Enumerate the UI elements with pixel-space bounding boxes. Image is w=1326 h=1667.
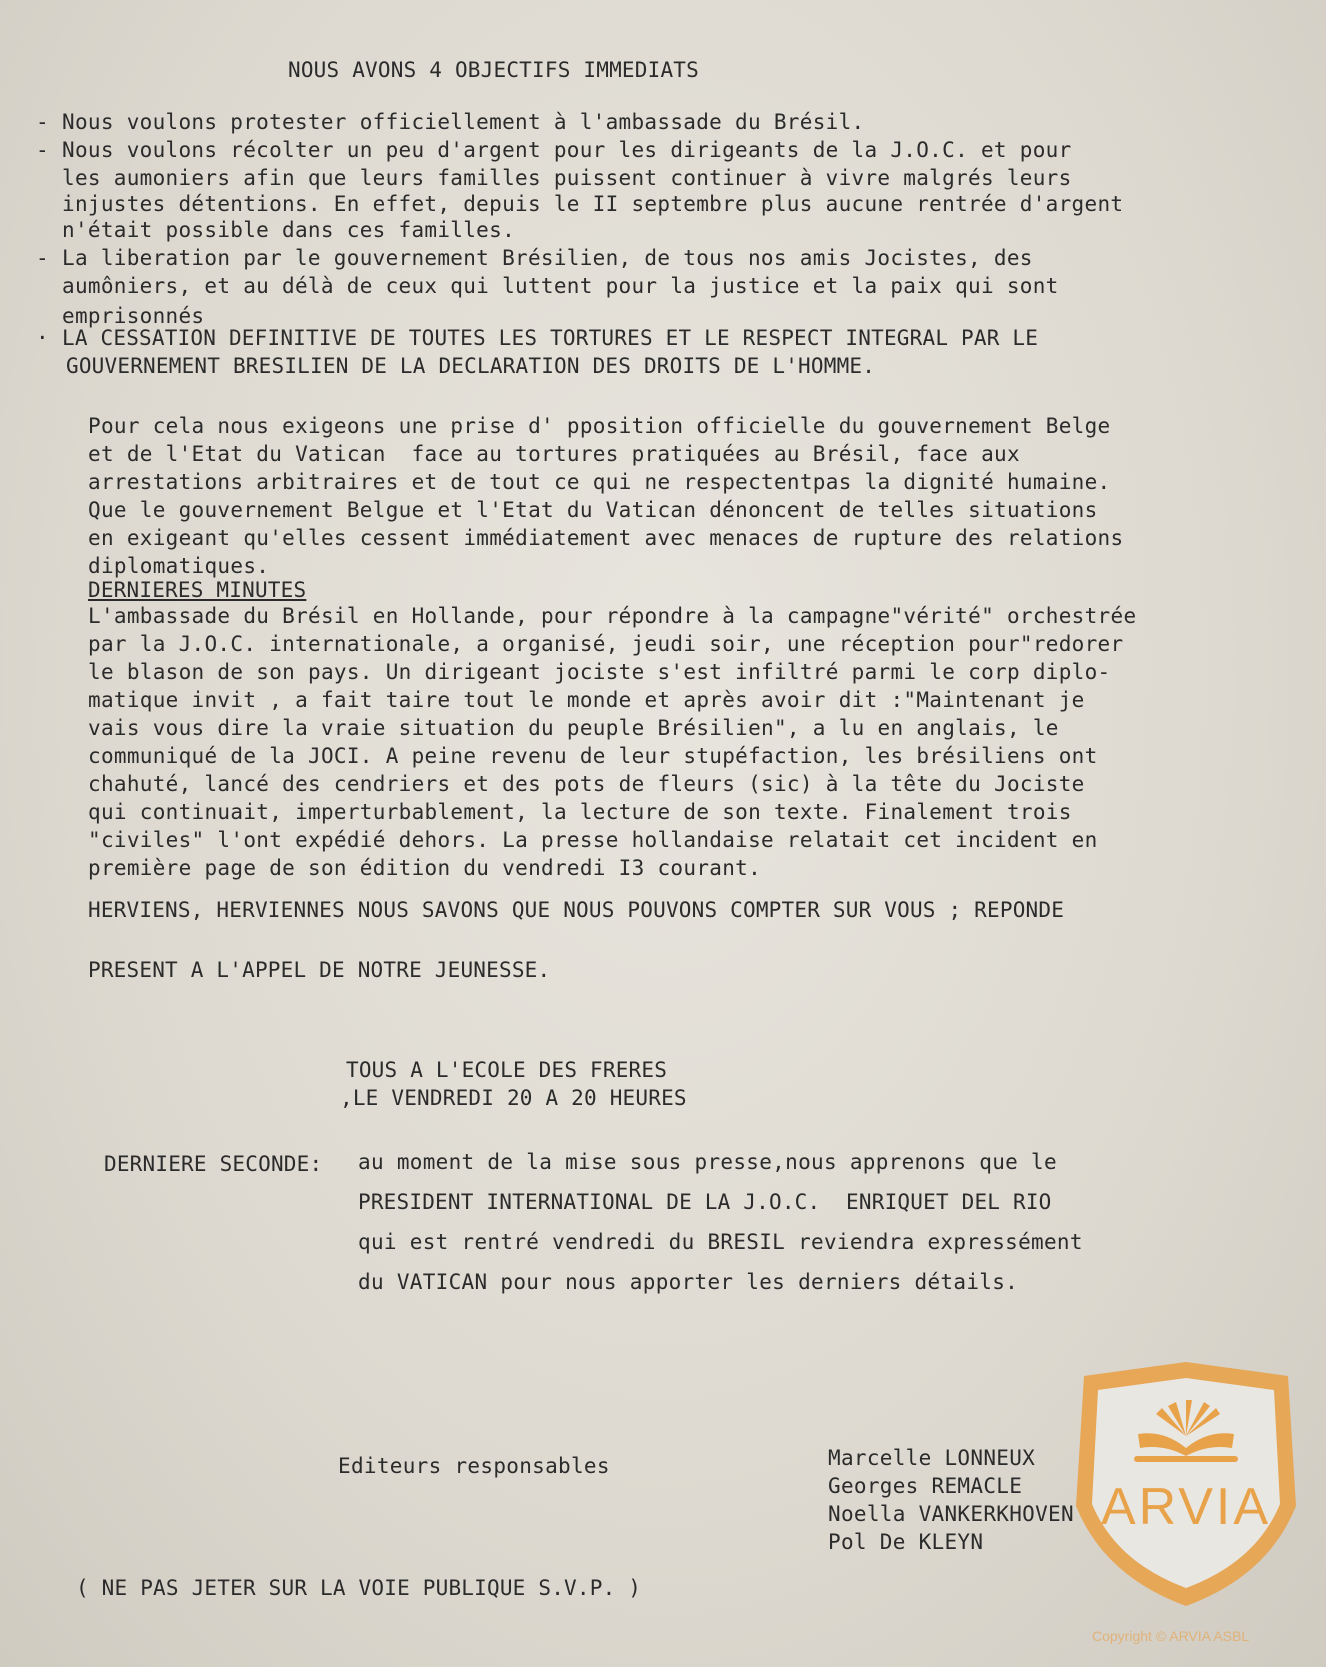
objective-3: - La liberation par le gouvernement Brésilien, de tous nos amis Jocistes, des [36,246,1033,270]
objective-4: · LA CESSATION DEFINITIVE DE TOUTES LES TORTURES ET LE RESPECT INTEGRAL PAR LE [36,326,1039,350]
editors-label: Editeurs responsables [338,1454,610,1478]
meeting-line: ,LE VENDREDI 20 A 20 HEURES [340,1086,687,1110]
paragraph-line: qui est rentré vendredi du BRESIL reviendra expressément [358,1230,1083,1254]
objective-2-line: injustes détentions. En effet, depuis le II septembre plus aucune rentrée d'argent [62,192,1124,216]
editor-name: Georges REMACLE [828,1474,1023,1498]
objective-3-line: emprisonnés [62,304,205,328]
paragraph-line: au moment de la mise sous presse,nous apprenons que le [358,1150,1057,1174]
paragraph-line: et de l'Etat du Vatican face au tortures pratiquées au Brésil, face aux [88,442,1020,466]
paragraph-line: le blason de son pays. Un dirigeant jociste s'est infiltré parmi le corp diplo- [88,660,1111,684]
objective-2: - Nous voulons récolter un peu d'argent pour les dirigeants de la J.O.C. et pour [36,138,1072,162]
logo-text: ARVIA [1100,1478,1272,1536]
bullet: · [36,326,49,350]
paragraph-line: chahuté, lancé des cendriers et des pots de fleurs (sic) à la tête du Jociste [88,772,1085,796]
editor-name: Marcelle LONNEUX [828,1446,1036,1470]
arvia-logo-watermark [1068,1356,1304,1612]
objective-2-line: n'était possible dans ces familles. [62,218,516,242]
appeal-line: HERVIENS, HERVIENNES NOUS SAVONS QUE NOUS POUVONS COMPTER SUR VOUS ; REPONDE [88,898,1065,922]
editor-name: Pol De KLEYN [828,1530,984,1554]
bullet: - [36,246,49,270]
paragraph-line: diplomatiques. [88,554,270,578]
document-title: NOUS AVONS 4 OBJECTIFS IMMEDIATS [288,58,699,82]
paragraph-line: Que le gouvernement Belgue et l'Etat du Vatican dénoncent de telles situations [88,498,1098,522]
copyright-notice: Copyright © ARVIA ASBL [1092,1628,1250,1644]
meeting-line: TOUS A L'ECOLE DES FRERES [346,1058,668,1082]
editor-name: Noella VANKERKHOVEN [828,1502,1074,1526]
objective-1: - Nous voulons protester officiellement à l'ambassade du Brésil. [36,110,865,134]
bullet: - [36,110,49,134]
paragraph-line: en exigeant qu'elles cessent immédiatement avec menaces de rupture des relations [88,526,1124,550]
section-label: DERNIERE SECONDE: [104,1152,323,1176]
bullet: - [36,138,49,162]
appeal-line: PRESENT A L'APPEL DE NOTRE JEUNESSE. [88,958,551,982]
footer-note: ( NE PAS JETER SUR LA VOIE PUBLIQUE S.V.P. ) [76,1576,642,1600]
paragraph-line: première page de son édition du vendredi I3 courant. [88,856,762,880]
paragraph-line: vais vous dire la vraie situation du peuple Brésilien", a lu en anglais, le [88,716,1059,740]
paragraph-line: Pour cela nous exigeons une prise d' pposition officielle du gouvernement Belge [88,414,1111,438]
paragraph-line: communiqué de la JOCI. A peine revenu de leur stupéfaction, les brésiliens ont [88,744,1098,768]
paragraph-line: PRESIDENT INTERNATIONAL DE LA J.O.C. ENRIQUET DEL RIO [358,1190,1052,1214]
paragraph-line: arrestations arbitraires et de tout ce qui ne respectentpas la dignité humaine. [88,470,1111,494]
objective-4-line: GOUVERNEMENT BRESILIEN DE LA DECLARATION DES DROITS DE L'HOMME. [66,354,876,378]
objective-3-line: aumôniers, et au délà de ceux qui luttent pour la justice et la paix qui sont [62,274,1059,298]
paragraph-line: par la J.O.C. internationale, a organisé, jeudi soir, une réception pour"redorer [88,632,1124,656]
paragraph-line: matique invit , a fait taire tout le monde et après avoir dit :"Maintenant je [88,688,1085,712]
paragraph-line: L'ambassade du Brésil en Hollande, pour répondre à la campagne"vérité" orchestrée [88,604,1137,628]
paragraph-line: qui continuait, imperturbablement, la lecture de son texte. Finalement trois [88,800,1072,824]
section-heading: DERNIERES MINUTES [88,578,307,602]
objective-2-line: les aumoniers afin que leurs familles puissent continuer à vivre malgrés leurs [62,166,1072,190]
paragraph-line: "civiles" l'ont expédié dehors. La presse hollandaise relatait cet incident en [88,828,1098,852]
paragraph-line: du VATICAN pour nous apporter les derniers détails. [358,1270,1019,1294]
